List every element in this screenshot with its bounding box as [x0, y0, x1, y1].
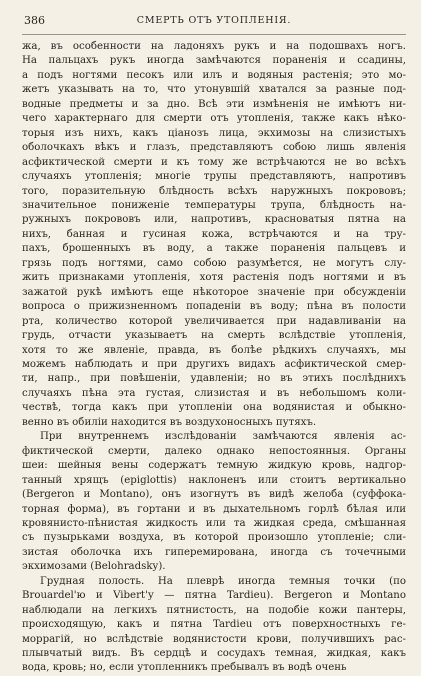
- text-line: можемъ наблюдать и при другихъ видахъ асфиктической смер-: [22, 358, 406, 370]
- text-line: моррагій, но вслѣдствіе водянистости крови, получившихъ рас-: [22, 633, 406, 645]
- body-text: [22, 40, 406, 676]
- text-line: танный хрящъ (epiglottis) наклоненъ или стоитъ вертикально: [22, 474, 406, 486]
- text-line: пахъ, брошенныхъ въ воду, а также пораненія пальцевъ и: [22, 243, 406, 255]
- text-line: нихъ, банная и гусиная кожа, встрѣчаются и на тру-: [22, 228, 406, 240]
- text-line: оболочкахъ вѣкъ и глазъ, представляютъ собою лишь явленія: [22, 142, 406, 154]
- text-line: Brouardel'ю и Vibert'у — пятна Tardieu). Bergeron и Montano: [22, 590, 406, 602]
- text-line: рта, количество которой увеличивается при надавливаніи на: [22, 315, 406, 327]
- text-line: При внутреннемъ изслѣдованіи замѣчаются явленія ас-: [40, 431, 406, 443]
- text-line: экхимозами (Belohradsky).: [22, 561, 166, 573]
- text-line: значительное пониженіе температуры трупа, блѣдность на-: [22, 199, 406, 211]
- text-line: Грудная полость. На плеврѣ иногда темныя точки (по: [40, 575, 406, 587]
- text-line: ти, напр., при повѣшеніи, удавленіи; но въ этихъ послѣднихъ: [22, 373, 406, 385]
- text-line: случаяхъ утопленія; многіе трупы представляютъ, напротивъ: [22, 171, 406, 183]
- paragraph-1: [22, 40, 406, 430]
- text-line: грудь, отчасти указываетъ на смерть вслѣдствіе утопленія,: [22, 330, 406, 342]
- running-title: СМЕРТЬ ОТЪ УТОПЛЕНІЯ.: [136, 15, 292, 26]
- text-line: того, поразительную блѣдность всѣхъ наружныхъ покрововъ;: [22, 185, 406, 197]
- text-line: фиктической смерти, далеко однако непостоянныя. Органы: [22, 445, 406, 457]
- page-number: 386: [24, 14, 45, 27]
- paragraph-2: [22, 430, 406, 575]
- text-line: жа, въ особенности на ладоняхъ рукъ и на подошвахъ ногъ.: [22, 41, 406, 52]
- text-line: съ пузырьками воздуха, въ которой произошло утопленіе; сли-: [22, 532, 406, 544]
- text-line: плывчатый видъ. Въ сердцѣ и сосудахъ темная, жидкая, какъ: [22, 648, 406, 660]
- text-line: вопроса о прижизненномъ попаденіи въ воду; пѣна въ полости: [22, 301, 406, 313]
- text-line: наблюдали на легкихъ пятнистость, на подобіе кожи пантеры,: [22, 604, 406, 616]
- text-line: торная форма), въ гортани и въ дыхательномъ горлѣ бѣлая или: [22, 503, 406, 515]
- text-line: грязь подъ ногтями, само собою разумѣется, не могутъ слу-: [22, 257, 406, 269]
- text-line: венно въ обиліи находится въ воздухоносныхъ путяхъ.: [22, 416, 317, 428]
- text-line: торыя изъ нихъ, какъ ціанозъ лица, экхимозы на слизистыхъ: [22, 127, 406, 139]
- text-line: зажатой рукѣ имѣютъ еще нѣкоторое значеніе при обсужденіи: [22, 286, 406, 298]
- text-line: вода, кровь; но, если утопленникъ пребывалъ въ водѣ очень: [22, 662, 347, 674]
- text-line: случаяхъ пѣна эта густая, слизистая и въ небольшомъ коли-: [22, 387, 406, 399]
- text-line: чествѣ, тогда какъ при утопленіи она водянистая и обыкно-: [22, 402, 406, 414]
- text-line: (Bergeron и Montano), онъ изогнутъ въ видѣ желоба (суффока-: [22, 489, 406, 501]
- paragraph-3: [22, 575, 406, 676]
- book-page: [22, 12, 406, 676]
- text-line: ружныхъ покрововъ или, напротивъ, красноватыя пятна на: [22, 214, 406, 226]
- text-line: водные предметы и за дно. Всѣ эти измѣненія не имѣютъ ни-: [22, 98, 406, 110]
- text-line: асфиктической смерти и къ тому же встрѣчаются не во всѣхъ: [22, 156, 406, 168]
- text-line: происходящую, какъ и пятна Tardieu отъ поверхностныхъ ге-: [22, 619, 406, 631]
- text-line: На пальцахъ рукъ иногда замѣчаются пораненія и ссадины,: [22, 55, 406, 67]
- text-line: жить признаками утопленія, хотя растенія подъ ногтями и въ: [22, 272, 406, 284]
- text-line: зистая оболочка ихъ гиперемирована, иногда съ точечными: [22, 546, 406, 558]
- text-line: шеи: шейныя вены содержатъ темную жидкую кровь, надгор-: [22, 460, 406, 472]
- text-line: а подъ ногтями песокъ или илъ и водяныя растенія; это мо-: [22, 69, 406, 81]
- text-line: хотя то же явленіе, правда, въ болѣе рѣдкихъ случаяхъ, мы: [22, 344, 406, 356]
- page-header: [22, 12, 406, 35]
- text-line: жетъ указывать на то, что утонувшій хватался за разные под-: [22, 84, 406, 96]
- text-line: чего характернаго для смерти отъ утопленія, также какъ нѣко-: [22, 113, 406, 125]
- text-line: кровянисто-пѣнистая жидкость или та жидкая среда, смѣшанная: [22, 517, 406, 529]
